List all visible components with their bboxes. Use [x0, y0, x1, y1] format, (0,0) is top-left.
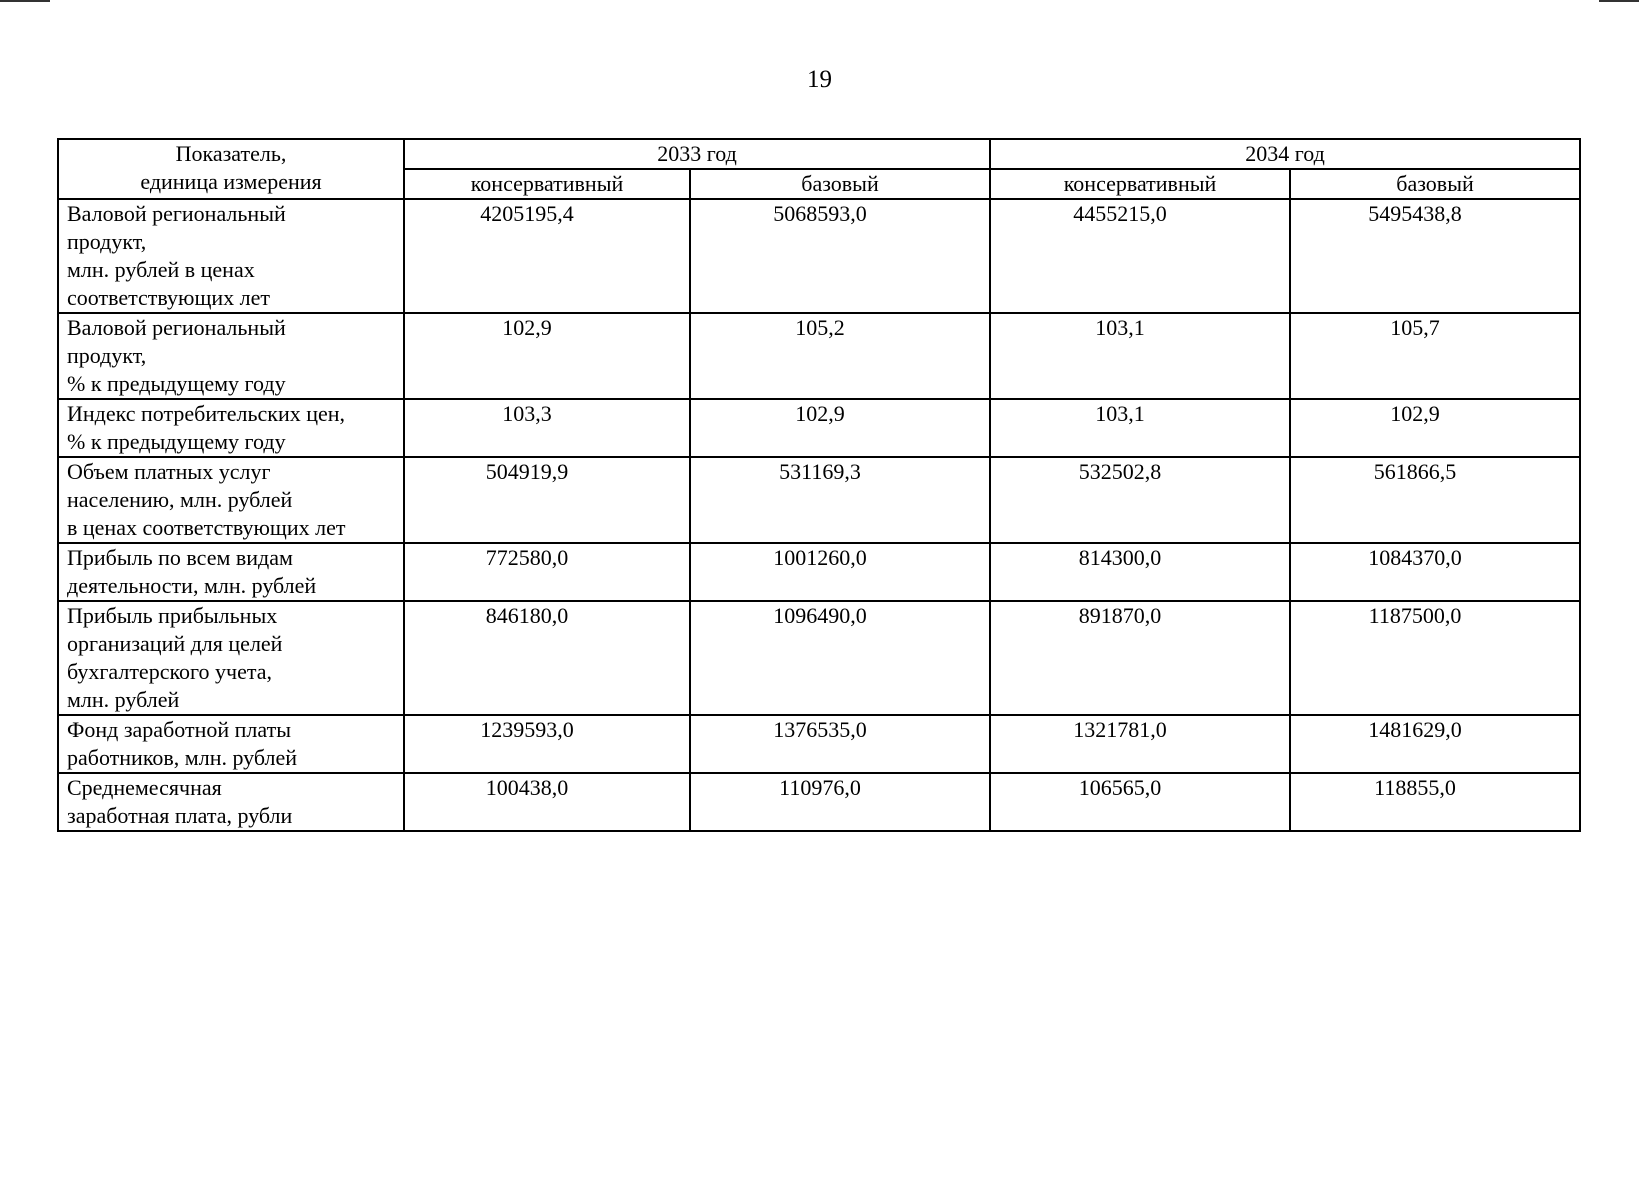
page-number: 19 [807, 66, 832, 93]
row-indicator-label [58, 199, 404, 313]
row-indicator-label-line: Объем платных услуг [67, 459, 271, 484]
header-scenario-conservative-2034: консервативный [990, 169, 1290, 199]
value-2034-conservative: 814300,0 [990, 543, 1290, 601]
table-header [58, 139, 1580, 199]
table-row [58, 199, 1580, 313]
table-row [58, 543, 1580, 601]
forecast-table [57, 138, 1581, 832]
value-2033-conservative: 846180,0 [404, 601, 690, 715]
row-indicator-label-line: Фонд заработной платы [67, 717, 291, 742]
row-indicator-label-line: % к предыдущему году [67, 371, 286, 396]
value-2034-conservative: 1321781,0 [990, 715, 1290, 773]
header-scenario-base-2033: базовый [690, 169, 990, 199]
value-2034-conservative: 891870,0 [990, 601, 1290, 715]
value-2033-base: 1096490,0 [690, 601, 990, 715]
value-2034-base: 561866,5 [1290, 457, 1580, 543]
value-2033-conservative: 4205195,4 [404, 199, 690, 313]
value-2033-base: 105,2 [690, 313, 990, 399]
value-2034-base: 105,7 [1290, 313, 1580, 399]
value-2033-conservative: 504919,9 [404, 457, 690, 543]
header-indicator-line: Показатель, [175, 141, 287, 166]
value-2033-base: 531169,3 [690, 457, 990, 543]
value-2033-conservative: 103,3 [404, 399, 690, 457]
table-row [58, 601, 1580, 715]
value-2033-conservative: 772580,0 [404, 543, 690, 601]
value-2034-base: 102,9 [1290, 399, 1580, 457]
row-indicator-label [58, 715, 404, 773]
value-2034-conservative: 103,1 [990, 313, 1290, 399]
value-2034-base: 1481629,0 [1290, 715, 1580, 773]
scan-edge-mark-right [1599, 0, 1639, 2]
table-row [58, 773, 1580, 831]
row-indicator-label [58, 773, 404, 831]
table-row [58, 399, 1580, 457]
row-indicator-label-line: Прибыль по всем видам [67, 545, 293, 570]
row-indicator-label-line: бухгалтерского учета, [67, 659, 272, 684]
value-2034-conservative: 106565,0 [990, 773, 1290, 831]
row-indicator-label-line: млн. рублей [67, 687, 180, 712]
header-scenario-conservative-2033: консервативный [404, 169, 690, 199]
row-indicator-label-line: населению, млн. рублей [67, 487, 293, 512]
value-2033-base: 5068593,0 [690, 199, 990, 313]
row-indicator-label [58, 457, 404, 543]
table-body [58, 199, 1580, 831]
row-indicator-label-line: Прибыль прибыльных [67, 603, 278, 628]
value-2034-base: 1084370,0 [1290, 543, 1580, 601]
value-2034-base: 1187500,0 [1290, 601, 1580, 715]
table-row [58, 715, 1580, 773]
row-indicator-label-line: продукт, [67, 343, 147, 368]
value-2033-base: 110976,0 [690, 773, 990, 831]
row-indicator-label-line: продукт, [67, 229, 147, 254]
row-indicator-label-line: Валовой региональный [67, 201, 286, 226]
value-2033-conservative: 1239593,0 [404, 715, 690, 773]
header-year-2034: 2034 год [990, 139, 1580, 169]
value-2034-base: 5495438,8 [1290, 199, 1580, 313]
row-indicator-label-line: млн. рублей в ценах [67, 257, 255, 282]
row-indicator-label-line: Индекс потребительских цен, [67, 401, 346, 426]
row-indicator-label-line: заработная плата, рубли [67, 803, 293, 828]
row-indicator-label [58, 313, 404, 399]
row-indicator-label-line: Среднемесячная [67, 775, 222, 800]
row-indicator-label [58, 601, 404, 715]
header-indicator [58, 139, 404, 199]
header-indicator-line: единица измерения [140, 169, 322, 194]
header-row-years [58, 139, 1580, 169]
table-row [58, 313, 1580, 399]
row-indicator-label-line: деятельности, млн. рублей [67, 573, 317, 598]
row-indicator-label-line: % к предыдущему году [67, 429, 286, 454]
header-scenario-base-2034: базовый [1290, 169, 1580, 199]
value-2033-base: 1376535,0 [690, 715, 990, 773]
value-2033-base: 1001260,0 [690, 543, 990, 601]
header-year-2033: 2033 год [404, 139, 990, 169]
value-2034-conservative: 4455215,0 [990, 199, 1290, 313]
row-indicator-label [58, 543, 404, 601]
value-2033-base: 102,9 [690, 399, 990, 457]
value-2033-conservative: 102,9 [404, 313, 690, 399]
table-row [58, 457, 1580, 543]
value-2034-conservative: 103,1 [990, 399, 1290, 457]
row-indicator-label-line: в ценах соответствующих лет [67, 515, 346, 540]
row-indicator-label-line: работников, млн. рублей [67, 745, 298, 770]
row-indicator-label-line: соответствующих лет [67, 285, 271, 310]
row-indicator-label [58, 399, 404, 457]
value-2034-base: 118855,0 [1290, 773, 1580, 831]
value-2034-conservative: 532502,8 [990, 457, 1290, 543]
row-indicator-label-line: Валовой региональный [67, 315, 286, 340]
scan-edge-mark-left [0, 0, 50, 2]
row-indicator-label-line: организаций для целей [67, 631, 283, 656]
value-2033-conservative: 100438,0 [404, 773, 690, 831]
